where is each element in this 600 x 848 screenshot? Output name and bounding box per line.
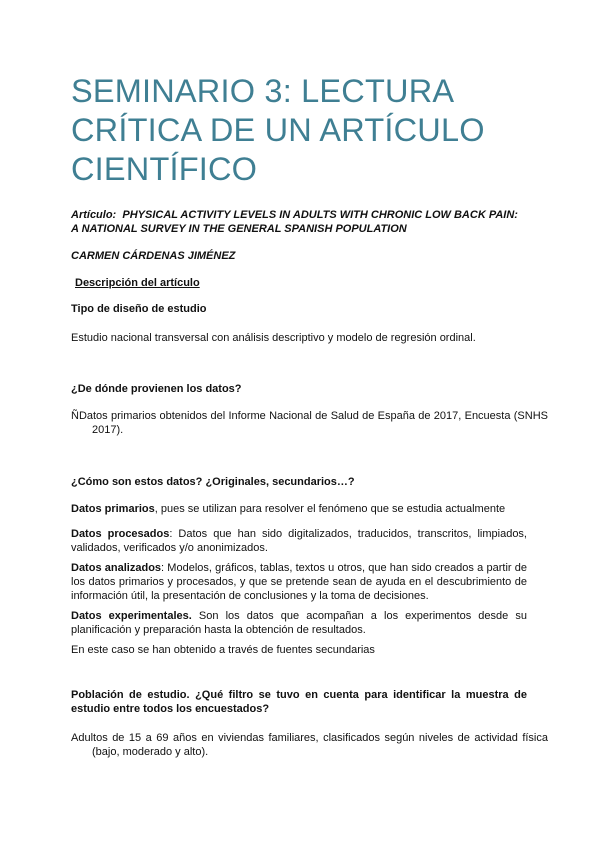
document-title	[71, 72, 541, 189]
article-title-line-1: PHYSICAL ACTIVITY LEVELS IN ADULTS WITH CHRONIC LOW BACK PAIN:	[122, 209, 518, 221]
processed-data-paragraph	[71, 527, 527, 555]
experimental-data-text: Son los datos que acompañan a los experimentos desde su planificación y preparación hasta la obtención de resultados.	[71, 610, 527, 636]
title-line-2: CRÍTICA DE UN ARTÍCULO	[71, 112, 485, 148]
analyzed-data-text: : Modelos, gráficos, tablas, textos u otros, que han sido creados a partir de los datos primarios y procesados, y que se pretende sean de ayuda en el descubrimiento de información útil, la presentación de conclusiones y la toma de decisiones.	[71, 562, 528, 602]
author-name: CARMEN CÁRDENAS JIMÉNEZ	[71, 250, 236, 262]
primary-data-paragraph	[71, 502, 527, 516]
experimental-data-paragraph	[71, 609, 527, 637]
title-line-1: SEMINARIO 3: LECTURA	[71, 73, 455, 109]
article-title	[71, 208, 527, 236]
analyzed-data-paragraph	[71, 561, 527, 603]
design-text: Estudio nacional transversal con análisis descriptivo y modelo de regresión ordinal.	[71, 332, 476, 344]
population-text: Adultos de 15 a 69 años en viviendas familiares, clasificados según niveles de actividad física (bajo, moderado y alto).	[71, 732, 548, 758]
case-text: En este caso se han obtenido a través de fuentes secundarias	[71, 644, 375, 656]
design-heading: Tipo de diseño de estudio	[71, 303, 207, 315]
article-title-line-2: A NATIONAL SURVEY IN THE GENERAL SPANISH POPULATION	[71, 223, 407, 235]
processed-data-text: : Datos que han sido digitalizados, traducidos, transcritos, limpiados, validados, verificados y/o anonimizados.	[71, 528, 527, 554]
experimental-data-term: Datos experimentales.	[71, 610, 192, 622]
title-line-3: CIENTÍFICO	[71, 151, 258, 187]
processed-data-term: Datos procesados	[71, 528, 170, 540]
source-text: ÑDatos primarios obtenidos del Informe Nacional de Salud de España de 2017, Encuesta (SNHS 2017).	[71, 410, 548, 436]
article-label: Artículo:	[71, 209, 117, 221]
data-heading: ¿Cómo son estos datos? ¿Originales, secundarios…?	[71, 476, 355, 488]
source-heading: ¿De dónde provienen los datos?	[71, 383, 242, 395]
analyzed-data-term: Datos analizados	[71, 562, 162, 574]
primary-data-text: , pues se utilizan para resolver el fenómeno que se estudia actualmente	[154, 503, 506, 515]
primary-data-term: Datos primarios	[71, 503, 155, 515]
section-heading: Descripción del artículo	[75, 277, 200, 289]
population-heading: Población de estudio. ¿Qué filtro se tuvo en cuenta para identificar la muestra de estudio entre todos los encuestados?	[71, 689, 527, 715]
